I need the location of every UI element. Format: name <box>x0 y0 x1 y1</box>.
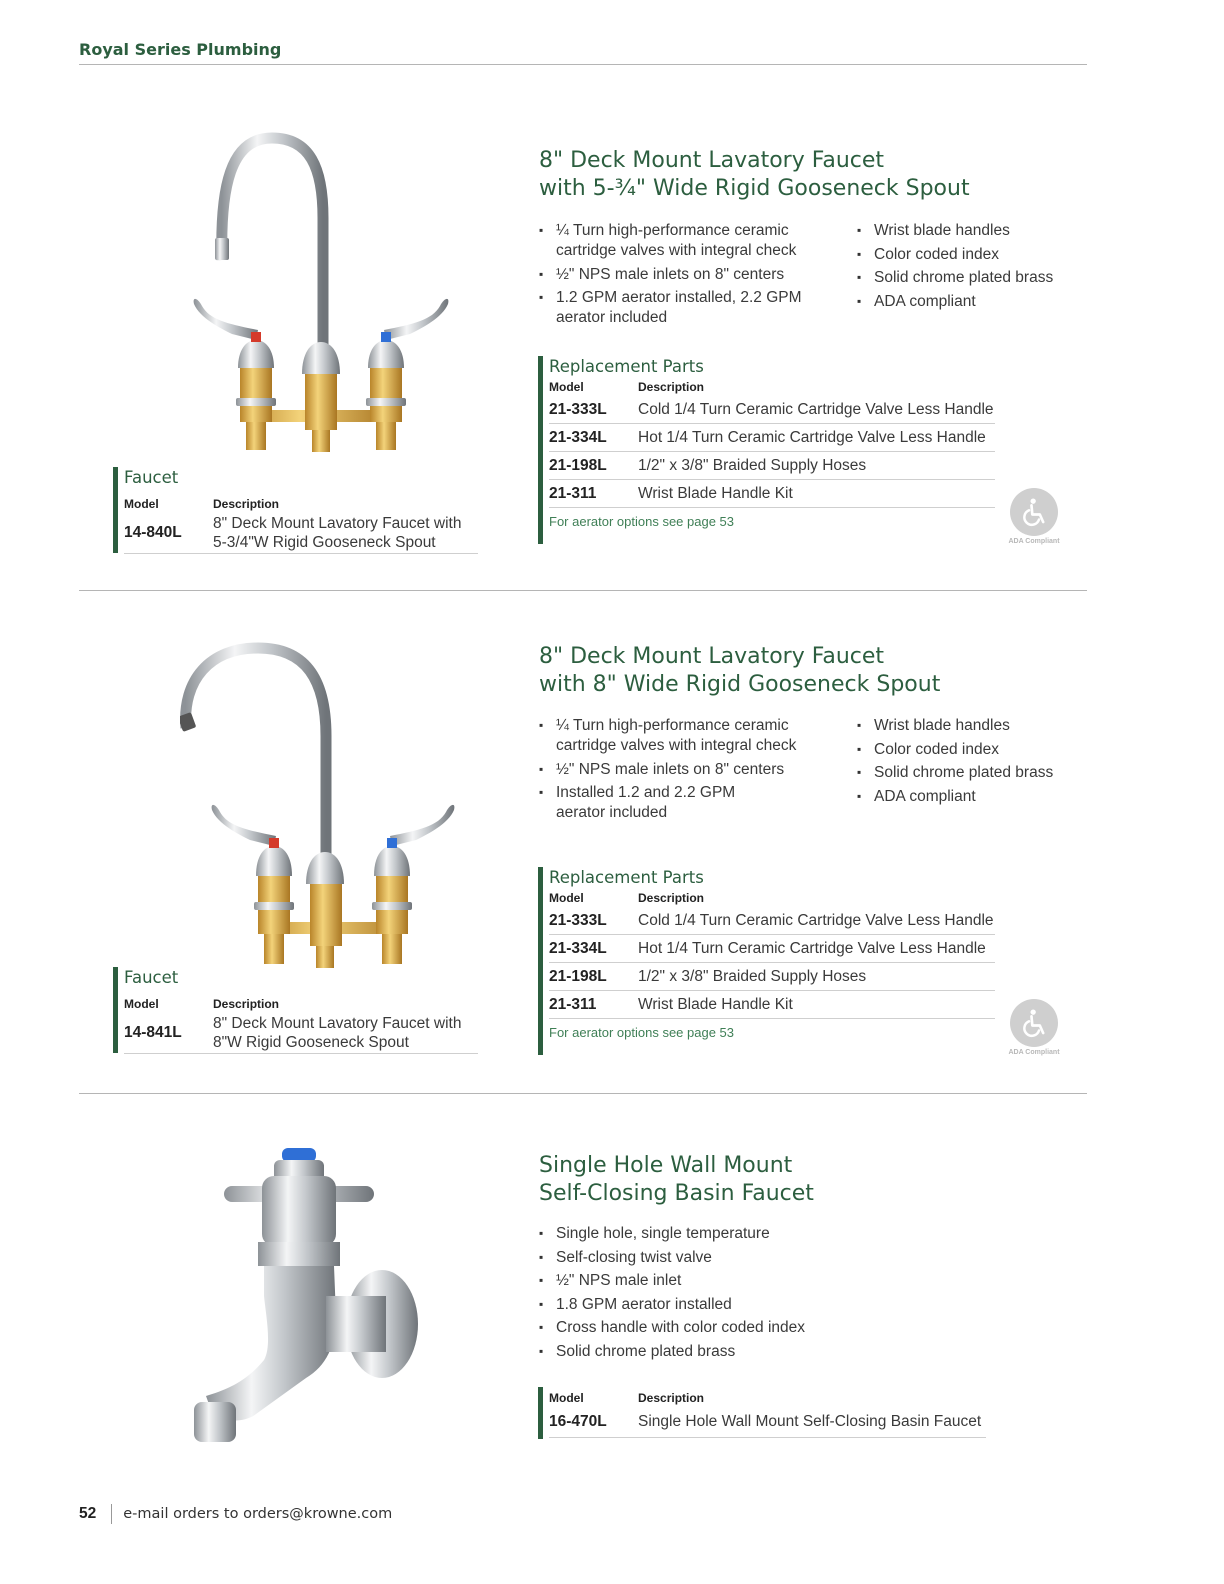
table-title: Replacement Parts <box>549 357 704 376</box>
part-description: 1/2" x 3/8" Braided Supply Hoses <box>638 456 867 474</box>
faucet-model: 14-841L <box>124 1024 182 1041</box>
replacement-parts-table <box>538 867 995 1055</box>
feature-item: ▪ Wrist blade handles <box>857 221 1077 241</box>
table-row <box>549 452 995 480</box>
table-header <box>549 378 995 396</box>
feature-item: ▪ ¼ Turn high-performance ceramic cartridge valves with integral check <box>539 221 829 261</box>
product-title <box>539 1152 814 1208</box>
section-divider <box>79 1093 1087 1094</box>
order-email: e-mail orders to orders@krowne.com <box>123 1506 393 1522</box>
wheelchair-icon <box>1010 488 1058 536</box>
page-footer <box>79 1504 392 1524</box>
page-number: 52 <box>79 1505 97 1522</box>
part-description: Wrist Blade Handle Kit <box>638 484 793 502</box>
deck-faucet-image <box>180 128 470 483</box>
column-header-model: Model <box>549 1391 584 1405</box>
part-description: Cold 1/4 Turn Ceramic Cartridge Valve Less Handle <box>638 400 994 418</box>
table-row <box>549 424 995 452</box>
table-row <box>549 963 995 991</box>
column-header-model: Model <box>549 891 584 905</box>
part-description: Wrist Blade Handle Kit <box>638 995 793 1013</box>
title-line-2: Self-Closing Basin Faucet <box>539 1181 814 1206</box>
feature-item: ▪ Self-closing twist valve <box>539 1248 939 1268</box>
table-title: Faucet <box>124 468 179 487</box>
feature-item: ▪ Solid chrome plated brass <box>857 268 1077 288</box>
table-header <box>124 495 478 513</box>
wall-faucet-image <box>186 1146 426 1451</box>
table-row <box>549 1407 986 1438</box>
part-description: Hot 1/4 Turn Ceramic Cartridge Valve Less Handle <box>638 939 986 957</box>
table-row <box>549 480 995 508</box>
part-model: 21-311 <box>549 995 597 1013</box>
ada-label: ADA Compliant <box>1008 538 1060 545</box>
features-list <box>539 1224 939 1365</box>
column-header-description: Description <box>213 497 280 511</box>
description-line: 8"W Rigid Gooseneck Spout <box>213 1034 409 1051</box>
table-row <box>549 991 995 1019</box>
title-line-1: Single Hole Wall Mount <box>539 1153 793 1178</box>
deck-faucet-image <box>180 640 470 985</box>
part-model: 21-198L <box>549 456 607 474</box>
part-description: Cold 1/4 Turn Ceramic Cartridge Valve Less Handle <box>638 911 994 929</box>
feature-item: ▪ 1.8 GPM aerator installed <box>539 1295 939 1315</box>
aerator-note: For aerator options see page 53 <box>549 514 735 529</box>
feature-item: ▪ 1.2 GPM aerator installed, 2.2 GPM aerator included <box>539 288 829 328</box>
feature-item: ▪ ½" NPS male inlet <box>539 1271 939 1291</box>
column-header-description: Description <box>213 997 280 1011</box>
description-line: 8" Deck Mount Lavatory Faucet with <box>213 515 462 532</box>
faucet-description <box>213 1014 478 1052</box>
column-header-description: Description <box>638 380 705 394</box>
aerator-note: For aerator options see page 53 <box>549 1025 735 1040</box>
part-model: 21-333L <box>549 400 607 418</box>
feature-item: ▪ ½" NPS male inlets on 8" centers <box>539 760 829 780</box>
feature-item: ▪ Single hole, single temperature <box>539 1224 939 1244</box>
feature-item: ▪ ¼ Turn high-performance ceramic cartridge valves with integral check <box>539 716 829 756</box>
title-line-2: with 5-¾" Wide Rigid Gooseneck Spout <box>539 176 970 201</box>
product-model: 16-470L <box>549 1413 607 1430</box>
table-title: Faucet <box>124 968 179 987</box>
part-description: Hot 1/4 Turn Ceramic Cartridge Valve Less Handle <box>638 428 986 446</box>
column-header-description: Description <box>638 891 705 905</box>
faucet-description <box>213 514 478 552</box>
faucet-table <box>113 967 478 1053</box>
section-divider <box>79 590 1087 591</box>
product-description: Single Hole Wall Mount Self-Closing Basin Faucet <box>638 1413 982 1430</box>
ada-badge <box>1007 999 1061 1056</box>
feature-item: ▪ ½" NPS male inlets on 8" centers <box>539 265 829 285</box>
page-header: Royal Series Plumbing <box>79 40 282 59</box>
wheelchair-icon <box>1010 999 1058 1047</box>
feature-item: ▪ Solid chrome plated brass <box>539 1342 939 1362</box>
description-line: 8" Deck Mount Lavatory Faucet with <box>213 1015 462 1032</box>
ada-badge <box>1007 488 1061 545</box>
model-table <box>538 1387 986 1439</box>
table-title: Replacement Parts <box>549 868 704 887</box>
product-title <box>539 147 970 203</box>
column-header-model: Model <box>549 380 584 394</box>
title-line-1: 8" Deck Mount Lavatory Faucet <box>539 148 885 173</box>
feature-item: ▪ Wrist blade handles <box>857 716 1077 736</box>
title-line-2: with 8" Wide Rigid Gooseneck Spout <box>539 672 941 697</box>
table-row <box>124 1013 478 1054</box>
feature-item: ▪ Color coded index <box>857 245 1077 265</box>
part-model: 21-333L <box>549 911 607 929</box>
features-right <box>857 221 1077 315</box>
part-model: 21-198L <box>549 967 607 985</box>
part-model: 21-334L <box>549 428 607 446</box>
feature-item: ▪ Color coded index <box>857 740 1077 760</box>
part-model: 21-334L <box>549 939 607 957</box>
table-header <box>549 1389 986 1407</box>
product-title <box>539 643 940 699</box>
faucet-table <box>113 467 478 553</box>
features-left <box>539 221 829 332</box>
feature-item: ▪ Cross handle with color coded index <box>539 1318 939 1338</box>
ada-label: ADA Compliant <box>1008 1049 1060 1056</box>
description-line: 5-3/4"W Rigid Gooseneck Spout <box>213 534 436 551</box>
column-header-model: Model <box>124 497 159 511</box>
table-row <box>549 935 995 963</box>
faucet-model: 14-840L <box>124 524 182 541</box>
footer-separator <box>111 1504 112 1524</box>
features-left <box>539 716 829 827</box>
features-right <box>857 716 1077 810</box>
column-header-model: Model <box>124 997 159 1011</box>
feature-item: ▪ Installed 1.2 and 2.2 GPM aerator included <box>539 783 746 823</box>
table-row <box>549 907 995 935</box>
table-header <box>124 995 478 1013</box>
table-header <box>549 889 995 907</box>
column-header-description: Description <box>638 1391 705 1405</box>
title-line-1: 8" Deck Mount Lavatory Faucet <box>539 644 885 669</box>
header-rule <box>79 64 1087 65</box>
replacement-parts-table <box>538 356 995 544</box>
feature-item: ▪ Solid chrome plated brass <box>857 763 1077 783</box>
feature-item: ▪ ADA compliant <box>857 292 1077 312</box>
part-model: 21-311 <box>549 484 597 502</box>
table-row <box>124 513 478 554</box>
table-row <box>549 396 995 424</box>
part-description: 1/2" x 3/8" Braided Supply Hoses <box>638 967 867 985</box>
feature-item: ▪ ADA compliant <box>857 787 1077 807</box>
